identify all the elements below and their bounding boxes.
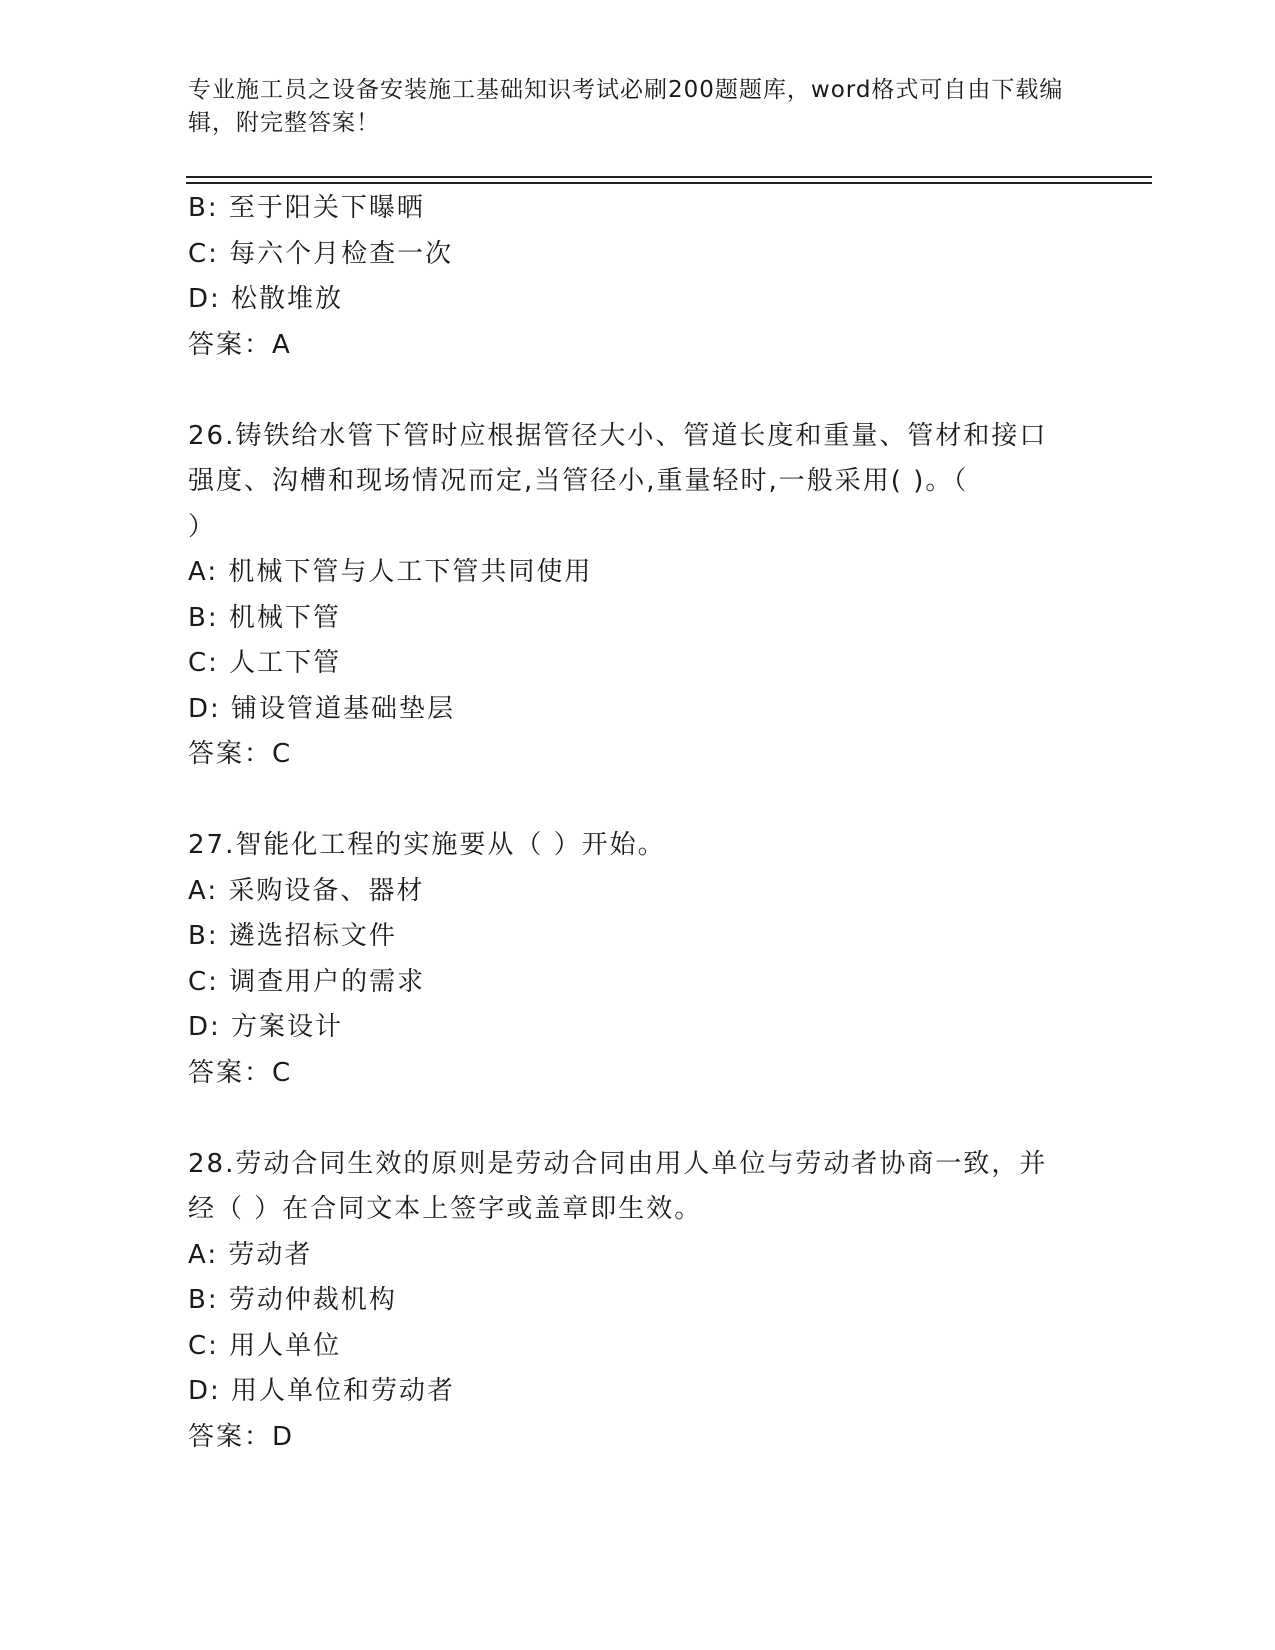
option-d: D: 方案设计 [188,1012,344,1042]
spacer [188,1096,1088,1142]
option-a: A: 采购设备、器材 [188,875,425,906]
option-a: A: 劳动者 [188,1239,313,1270]
option-b: B: 遴选招标文件 [188,921,397,951]
question-stem: ） [188,511,217,542]
question-stem: 强度、沟槽和现场情况而定,当管径小,重量轻时,一般采用( )。（ [188,466,969,496]
question-stem: 26.铸铁给水管下管时应根据管径大小、管道长度和重量、管材和接口 [188,420,1048,451]
option-d: D: 松散堆放 [188,284,344,314]
option-c: C: 每六个月检查一次 [188,238,454,269]
option-d: D: 用人单位和劳动者 [188,1376,456,1406]
option-c: C: 调查用户的需求 [188,966,426,997]
question-stem: 28.劳动合同生效的原则是劳动合同由用人单位与劳动者协商一致，并 [188,1148,1048,1179]
document-header: 专业施工员之设备安装施工基础知识考试必刷200题题库，word格式可自由下载编辑，附完整答案！ [188,77,1064,136]
question-stem: 经（ ）在合同文本上签字或盖章即生效。 [188,1194,703,1224]
answer-line: 答案：D [188,1421,295,1452]
header-rule-top [186,176,1152,178]
question-stem: 27.智能化工程的实施要从（ ）开始。 [188,830,666,860]
question-content [188,186,1088,1460]
spacer [188,778,1088,824]
answer-line: 答案：C [188,1057,293,1088]
option-b: B: 劳动仲裁机构 [188,1285,397,1315]
option-b: B: 机械下管 [188,602,341,633]
option-c: C: 用人单位 [188,1330,342,1361]
option-c: C: 人工下管 [188,648,342,678]
spacer [188,368,1088,414]
header-rule-bottom [186,182,1152,184]
answer-line: 答案：C [188,739,293,769]
option-d: D: 铺设管道基础垫层 [188,693,456,724]
answer-line: 答案：A [188,329,292,360]
option-a: A: 机械下管与人工下管共同使用 [188,557,593,587]
option-b: B: 至于阳关下曝晒 [188,193,425,223]
